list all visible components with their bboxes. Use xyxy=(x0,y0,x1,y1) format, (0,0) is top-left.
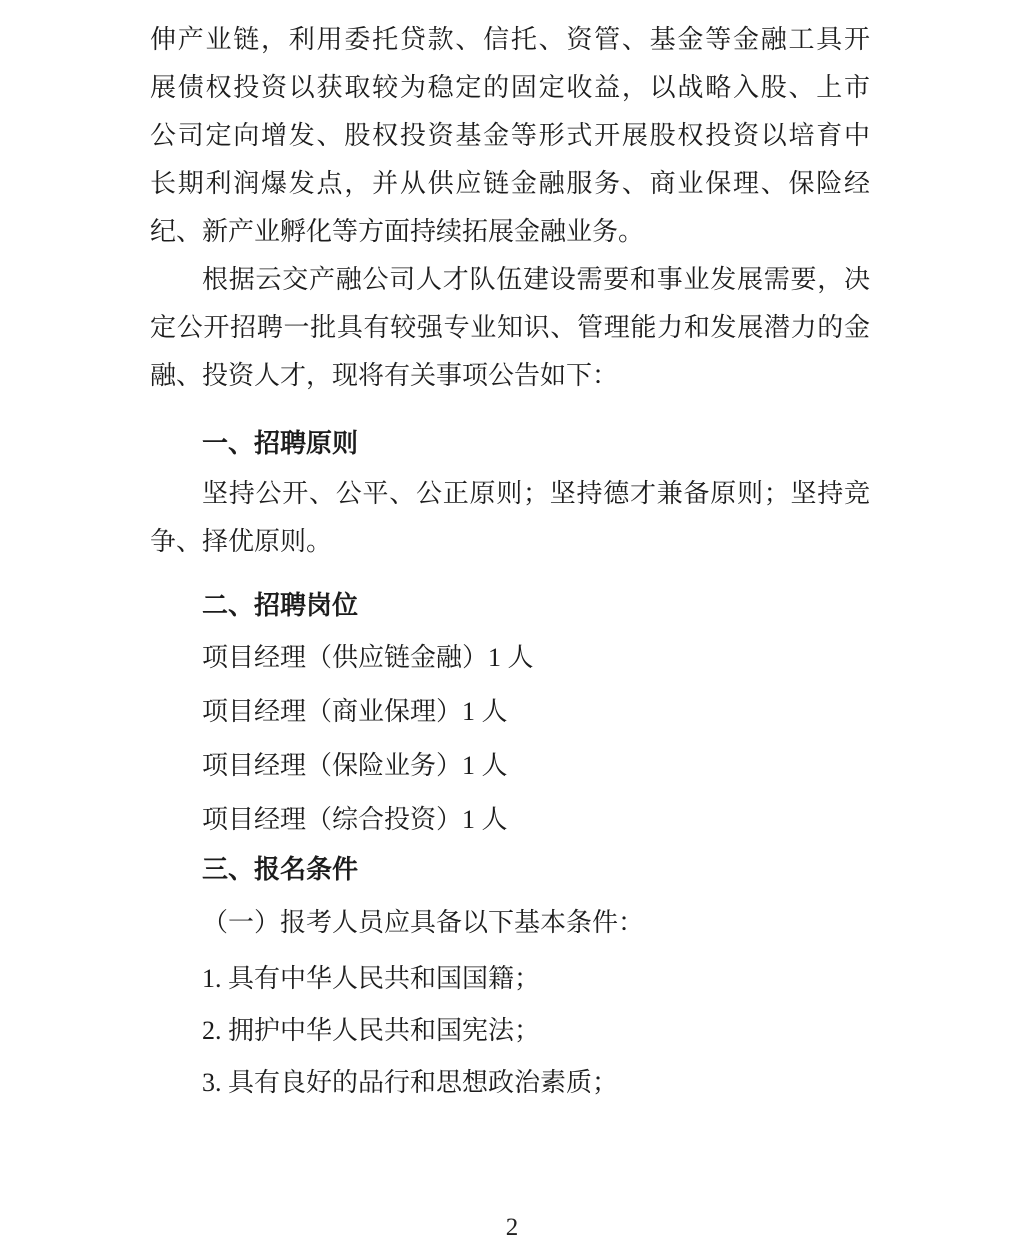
text-line: 项目经理（供应链金融）1 人 xyxy=(202,643,534,672)
section-heading xyxy=(150,420,870,468)
text-line: 一、招聘原则 xyxy=(202,429,359,458)
section-heading xyxy=(150,846,870,894)
text-line: 项目经理（保险业务）1 人 xyxy=(202,751,508,780)
text-line: 项目经理（商业保理）1 人 xyxy=(202,697,508,726)
paragraph xyxy=(150,470,870,566)
text-line: （一）报考人员应具备以下基本条件： xyxy=(202,908,645,937)
job-position-line xyxy=(150,634,870,682)
text-line: 1. 具有中华人民共和国国籍； xyxy=(202,964,541,993)
condition-item xyxy=(150,955,870,1003)
text-line: 长期利润爆发点，并从供应链金融服务、商业保理、保险经 xyxy=(150,169,870,198)
text-line: 公司定向增发、股权投资基金等形式开展股权投资以培育中 xyxy=(150,121,870,150)
text-line: 2. 拥护中华人民共和国宪法； xyxy=(202,1016,541,1045)
document-body xyxy=(150,16,870,1107)
text-line: 根据云交产融公司人才队伍建设需要和事业发展需要，决 xyxy=(202,265,870,294)
text-line: 定公开招聘一批具有较强专业知识、管理能力和发展潜力的金 xyxy=(150,313,870,342)
text-line: 展债权投资以获取较为稳定的固定收益，以战略入股、上市 xyxy=(150,73,870,102)
page-number: 2 xyxy=(505,1214,519,1241)
text-line: 融、投资人才，现将有关事项公告如下： xyxy=(150,361,619,390)
job-position-line xyxy=(150,688,870,736)
text-line: 伸产业链，利用委托贷款、信托、资管、基金等金融工具开 xyxy=(150,25,870,54)
text-line: 纪、新产业孵化等方面持续拓展金融业务。 xyxy=(150,217,645,246)
job-position-line xyxy=(150,796,870,844)
paragraph xyxy=(150,256,870,400)
condition-item xyxy=(150,899,870,947)
condition-item xyxy=(150,1007,870,1055)
text-line: 三、报名条件 xyxy=(202,855,359,884)
paragraph xyxy=(150,16,870,256)
text-line: 3. 具有良好的品行和思想政治素质； xyxy=(202,1068,619,1097)
text-line: 项目经理（综合投资）1 人 xyxy=(202,805,508,834)
text-line: 坚持公开、公平、公正原则；坚持德才兼备原则；坚持竞 xyxy=(202,479,870,508)
section-heading xyxy=(150,582,870,630)
text-line: 二、招聘岗位 xyxy=(202,591,359,620)
text-line: 争、择优原则。 xyxy=(150,527,333,556)
job-position-line xyxy=(150,742,870,790)
condition-item xyxy=(150,1059,870,1107)
